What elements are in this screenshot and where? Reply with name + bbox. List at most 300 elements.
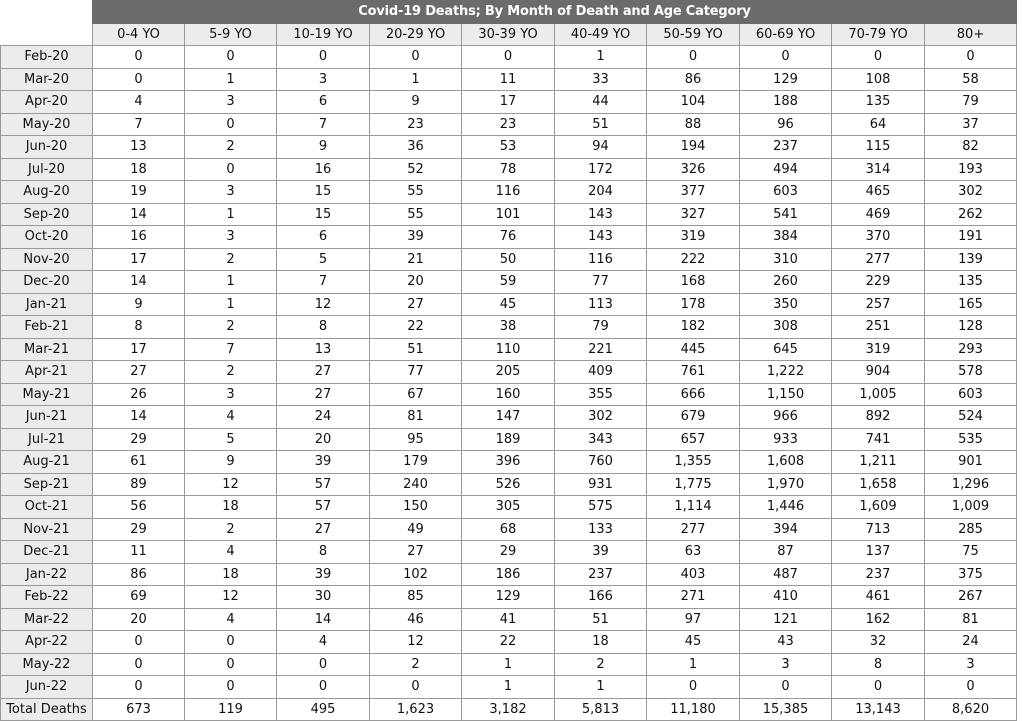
data-cell: 3 [740,653,832,676]
data-cell: 128 [925,316,1017,339]
data-cell: 162 [832,608,925,631]
data-cell: 4 [277,631,370,654]
data-cell: 603 [740,181,832,204]
data-cell: 904 [832,361,925,384]
data-cell: 79 [925,91,1017,114]
data-cell: 0 [832,676,925,699]
row-label: Jul-20 [1,158,93,181]
data-cell: 1,970 [740,473,832,496]
data-cell: 1,005 [832,383,925,406]
row-label: Mar-20 [1,68,93,91]
data-cell: 86 [647,68,740,91]
row-label: Dec-21 [1,541,93,564]
data-cell: 0 [740,676,832,699]
data-cell: 237 [740,136,832,159]
data-cell: 36 [370,136,462,159]
data-cell: 166 [555,586,647,609]
data-cell: 0 [185,653,277,676]
data-cell: 761 [647,361,740,384]
data-cell: 343 [555,428,647,451]
data-cell: 79 [555,316,647,339]
data-cell: 350 [740,293,832,316]
data-cell: 39 [277,451,370,474]
data-cell: 13 [93,136,185,159]
data-cell: 16 [277,158,370,181]
table-row [1,473,1017,496]
table-row [1,518,1017,541]
row-label: Jan-21 [1,293,93,316]
data-cell: 39 [555,541,647,564]
data-cell: 1,150 [740,383,832,406]
data-cell: 193 [925,158,1017,181]
data-cell: 1,211 [832,451,925,474]
data-cell: 44 [555,91,647,114]
total-cell: 1,623 [370,698,462,721]
row-label: Jun-20 [1,136,93,159]
row-label: Sep-20 [1,203,93,226]
row-label: Jan-22 [1,563,93,586]
data-cell: 129 [740,68,832,91]
data-cell: 251 [832,316,925,339]
row-label: Oct-20 [1,226,93,249]
data-cell: 1,222 [740,361,832,384]
data-cell: 409 [555,361,647,384]
data-cell: 121 [740,608,832,631]
data-cell: 12 [370,631,462,654]
row-label: Jun-21 [1,406,93,429]
table-row [1,271,1017,294]
table-row [1,158,1017,181]
row-label: Aug-20 [1,181,93,204]
row-label: Feb-21 [1,316,93,339]
data-cell: 78 [462,158,555,181]
table-row [1,136,1017,159]
data-cell: 0 [277,46,370,69]
data-cell: 194 [647,136,740,159]
data-cell: 2 [370,653,462,676]
data-cell: 22 [370,316,462,339]
data-cell: 222 [647,248,740,271]
data-cell: 1,009 [925,496,1017,519]
data-cell: 355 [555,383,647,406]
data-cell: 305 [462,496,555,519]
data-cell: 260 [740,271,832,294]
data-cell: 4 [185,608,277,631]
data-cell: 45 [647,631,740,654]
data-cell: 6 [277,91,370,114]
data-cell: 285 [925,518,1017,541]
data-cell: 14 [93,406,185,429]
title-row [1,1,1017,24]
table-row [1,383,1017,406]
data-cell: 3 [185,226,277,249]
data-cell: 5 [277,248,370,271]
row-label: Apr-21 [1,361,93,384]
data-cell: 1,658 [832,473,925,496]
data-cell: 394 [740,518,832,541]
data-cell: 135 [925,271,1017,294]
data-cell: 27 [93,361,185,384]
data-cell: 7 [93,113,185,136]
data-cell: 3 [185,91,277,114]
data-cell: 17 [93,338,185,361]
data-cell: 524 [925,406,1017,429]
row-label: Feb-20 [1,46,93,69]
data-cell: 760 [555,451,647,474]
data-cell: 9 [370,91,462,114]
data-cell: 94 [555,136,647,159]
data-cell: 57 [277,496,370,519]
data-cell: 3 [925,653,1017,676]
data-cell: 41 [462,608,555,631]
data-cell: 293 [925,338,1017,361]
data-cell: 410 [740,586,832,609]
data-cell: 87 [740,541,832,564]
data-cell: 1 [462,653,555,676]
data-cell: 6 [277,226,370,249]
data-cell: 137 [832,541,925,564]
data-cell: 101 [462,203,555,226]
data-cell: 143 [555,203,647,226]
data-cell: 59 [462,271,555,294]
data-cell: 384 [740,226,832,249]
data-cell: 11 [93,541,185,564]
data-cell: 27 [277,361,370,384]
data-cell: 277 [832,248,925,271]
data-cell: 68 [462,518,555,541]
data-cell: 165 [925,293,1017,316]
column-header-70-79-yo: 70-79 YO [832,23,925,46]
data-cell: 314 [832,158,925,181]
data-cell: 0 [462,46,555,69]
data-cell: 666 [647,383,740,406]
total-cell: 119 [185,698,277,721]
data-cell: 302 [925,181,1017,204]
data-cell: 237 [555,563,647,586]
data-cell: 9 [277,136,370,159]
data-cell: 15 [277,203,370,226]
data-cell: 53 [462,136,555,159]
data-cell: 204 [555,181,647,204]
data-cell: 8 [277,541,370,564]
data-cell: 23 [370,113,462,136]
data-cell: 8 [277,316,370,339]
data-cell: 55 [370,203,462,226]
data-cell: 27 [277,383,370,406]
row-label: Mar-22 [1,608,93,631]
data-cell: 77 [370,361,462,384]
data-cell: 13 [277,338,370,361]
data-cell: 179 [370,451,462,474]
data-cell: 102 [370,563,462,586]
data-cell: 56 [93,496,185,519]
table-row [1,451,1017,474]
data-cell: 51 [555,608,647,631]
data-cell: 8 [832,653,925,676]
data-cell: 30 [277,586,370,609]
table-row [1,91,1017,114]
data-cell: 319 [832,338,925,361]
data-cell: 12 [277,293,370,316]
data-cell: 69 [93,586,185,609]
data-cell: 277 [647,518,740,541]
data-cell: 20 [93,608,185,631]
data-cell: 445 [647,338,740,361]
data-cell: 89 [93,473,185,496]
data-cell: 221 [555,338,647,361]
data-cell: 39 [370,226,462,249]
data-cell: 2 [555,653,647,676]
table-row [1,653,1017,676]
table-row [1,563,1017,586]
table-row [1,631,1017,654]
data-cell: 327 [647,203,740,226]
data-cell: 50 [462,248,555,271]
data-cell: 2 [185,316,277,339]
data-cell: 1,775 [647,473,740,496]
data-cell: 168 [647,271,740,294]
data-cell: 188 [740,91,832,114]
table-row [1,496,1017,519]
table-row [1,541,1017,564]
data-cell: 58 [925,68,1017,91]
data-cell: 27 [370,293,462,316]
row-label: May-22 [1,653,93,676]
column-header-10-19-yo: 10-19 YO [277,23,370,46]
data-cell: 104 [647,91,740,114]
data-cell: 487 [740,563,832,586]
data-cell: 182 [647,316,740,339]
data-cell: 26 [93,383,185,406]
row-label: Oct-21 [1,496,93,519]
data-cell: 465 [832,181,925,204]
column-header-80: 80+ [925,23,1017,46]
data-cell: 14 [277,608,370,631]
data-cell: 302 [555,406,647,429]
data-cell: 603 [925,383,1017,406]
data-cell: 57 [277,473,370,496]
data-cell: 0 [93,676,185,699]
data-cell: 82 [925,136,1017,159]
total-cell: 8,620 [925,698,1017,721]
data-cell: 679 [647,406,740,429]
data-cell: 326 [647,158,740,181]
data-cell: 461 [832,586,925,609]
data-cell: 108 [832,68,925,91]
data-cell: 18 [185,496,277,519]
data-cell: 160 [462,383,555,406]
data-cell: 110 [462,338,555,361]
data-cell: 18 [555,631,647,654]
table-row [1,113,1017,136]
data-cell: 0 [93,46,185,69]
data-cell: 0 [740,46,832,69]
data-cell: 67 [370,383,462,406]
data-cell: 76 [462,226,555,249]
data-cell: 319 [647,226,740,249]
data-cell: 97 [647,608,740,631]
total-cell: 673 [93,698,185,721]
row-label: Dec-20 [1,271,93,294]
data-cell: 116 [555,248,647,271]
data-cell: 96 [740,113,832,136]
data-cell: 2 [185,518,277,541]
data-cell: 308 [740,316,832,339]
data-cell: 1 [647,653,740,676]
data-cell: 150 [370,496,462,519]
data-cell: 931 [555,473,647,496]
data-cell: 5 [185,428,277,451]
table-row [1,428,1017,451]
data-cell: 147 [462,406,555,429]
data-cell: 966 [740,406,832,429]
data-cell: 0 [647,46,740,69]
data-cell: 133 [555,518,647,541]
row-label: May-20 [1,113,93,136]
data-cell: 61 [93,451,185,474]
data-cell: 115 [832,136,925,159]
data-cell: 51 [370,338,462,361]
data-cell: 310 [740,248,832,271]
data-cell: 143 [555,226,647,249]
data-cell: 1,608 [740,451,832,474]
data-cell: 1,355 [647,451,740,474]
data-cell: 85 [370,586,462,609]
data-cell: 27 [277,518,370,541]
table-row [1,338,1017,361]
data-cell: 901 [925,451,1017,474]
data-cell: 1 [185,271,277,294]
table-row [1,361,1017,384]
row-label: Apr-20 [1,91,93,114]
data-cell: 713 [832,518,925,541]
data-cell: 1 [462,676,555,699]
total-cell: 5,813 [555,698,647,721]
table-title: Covid-19 Deaths; By Month of Death and Age Category [93,1,1017,24]
data-cell: 186 [462,563,555,586]
data-cell: 22 [462,631,555,654]
data-cell: 14 [93,203,185,226]
data-cell: 1 [185,293,277,316]
table-row [1,406,1017,429]
data-cell: 257 [832,293,925,316]
table-row [1,181,1017,204]
data-cell: 1 [185,68,277,91]
data-cell: 262 [925,203,1017,226]
data-cell: 0 [93,631,185,654]
data-cell: 19 [93,181,185,204]
column-header-30-39-yo: 30-39 YO [462,23,555,46]
table-row [1,248,1017,271]
data-cell: 0 [370,46,462,69]
data-cell: 191 [925,226,1017,249]
data-cell: 1,296 [925,473,1017,496]
data-cell: 38 [462,316,555,339]
data-cell: 12 [185,586,277,609]
data-cell: 135 [832,91,925,114]
data-cell: 575 [555,496,647,519]
data-cell: 189 [462,428,555,451]
data-cell: 24 [277,406,370,429]
data-cell: 0 [185,46,277,69]
table-row [1,586,1017,609]
data-cell: 12 [185,473,277,496]
data-cell: 4 [185,406,277,429]
data-cell: 469 [832,203,925,226]
data-cell: 18 [185,563,277,586]
data-cell: 7 [277,271,370,294]
total-cell: 13,143 [832,698,925,721]
column-header-60-69-yo: 60-69 YO [740,23,832,46]
data-cell: 86 [93,563,185,586]
data-cell: 75 [925,541,1017,564]
data-cell: 77 [555,271,647,294]
data-cell: 51 [555,113,647,136]
column-header-5-9-yo: 5-9 YO [185,23,277,46]
data-cell: 3 [277,68,370,91]
data-cell: 1,609 [832,496,925,519]
table-row [1,608,1017,631]
data-cell: 4 [93,91,185,114]
data-cell: 33 [555,68,647,91]
data-cell: 88 [647,113,740,136]
data-cell: 1 [185,203,277,226]
data-cell: 129 [462,586,555,609]
data-cell: 0 [925,46,1017,69]
data-cell: 1 [555,46,647,69]
data-cell: 32 [832,631,925,654]
column-header-20-29-yo: 20-29 YO [370,23,462,46]
data-cell: 63 [647,541,740,564]
row-label: Jun-22 [1,676,93,699]
total-label: Total Deaths [1,698,93,721]
total-cell: 3,182 [462,698,555,721]
data-cell: 23 [462,113,555,136]
table-row [1,203,1017,226]
data-cell: 45 [462,293,555,316]
data-cell: 7 [185,338,277,361]
data-cell: 178 [647,293,740,316]
data-cell: 396 [462,451,555,474]
data-cell: 1,114 [647,496,740,519]
data-cell: 0 [93,68,185,91]
data-cell: 21 [370,248,462,271]
data-cell: 0 [277,676,370,699]
total-cell: 15,385 [740,698,832,721]
data-cell: 43 [740,631,832,654]
data-cell: 9 [185,451,277,474]
row-label: Sep-21 [1,473,93,496]
row-label: Nov-21 [1,518,93,541]
data-cell: 578 [925,361,1017,384]
data-cell: 741 [832,428,925,451]
data-cell: 0 [277,653,370,676]
total-row [1,698,1017,721]
data-cell: 2 [185,361,277,384]
row-label: Mar-21 [1,338,93,361]
data-cell: 0 [185,158,277,181]
data-cell: 55 [370,181,462,204]
data-cell: 139 [925,248,1017,271]
row-label: Jul-21 [1,428,93,451]
data-cell: 7 [277,113,370,136]
data-cell: 15 [277,181,370,204]
data-cell: 20 [370,271,462,294]
data-cell: 237 [832,563,925,586]
data-cell: 267 [925,586,1017,609]
row-label: Apr-22 [1,631,93,654]
data-cell: 892 [832,406,925,429]
